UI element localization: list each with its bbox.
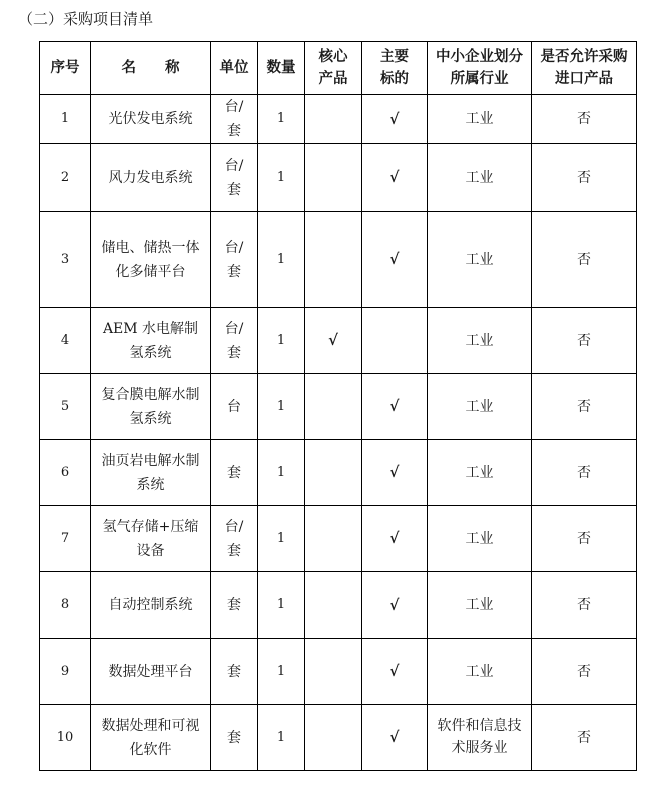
cell-seq: 10 (40, 705, 91, 771)
table-row (40, 440, 637, 506)
cell-main (362, 572, 428, 639)
cell-seq: 8 (40, 572, 91, 639)
cell-industry: 工业 (428, 506, 532, 572)
table-row (40, 308, 637, 374)
cell-industry: 工业 (428, 95, 532, 144)
cell-core (305, 95, 362, 144)
table-row (40, 144, 637, 212)
cell-import: 否 (532, 144, 637, 212)
cell-unit: 套 (211, 440, 258, 506)
table-row (40, 374, 637, 440)
cell-qty: 1 (258, 639, 305, 705)
header-seq: 序号 (40, 42, 91, 95)
cell-seq: 3 (40, 212, 91, 308)
cell-seq: 4 (40, 308, 91, 374)
cell-seq: 6 (40, 440, 91, 506)
cell-industry: 软件和信息技术服务业 (428, 705, 532, 771)
cell-name: 复合膜电解水制氢系统 (91, 374, 211, 440)
cell-main (362, 705, 428, 771)
table-row (40, 506, 637, 572)
check-mark-icon: √ (389, 529, 400, 547)
header-import: 是否允许采购进口产品 (532, 42, 637, 95)
cell-unit: 台/套 (211, 212, 258, 308)
cell-seq: 5 (40, 374, 91, 440)
table-row (40, 639, 637, 705)
cell-name: 油页岩电解水制系统 (91, 440, 211, 506)
header-industry: 中小企业划分所属行业 (428, 42, 532, 95)
cell-seq: 2 (40, 144, 91, 212)
table-row (40, 572, 637, 639)
table-row (40, 95, 637, 144)
table-header-row (40, 42, 637, 95)
cell-seq: 1 (40, 95, 91, 144)
cell-unit: 台/套 (211, 95, 258, 144)
cell-qty: 1 (258, 95, 305, 144)
cell-unit: 套 (211, 639, 258, 705)
cell-name: 自动控制系统 (91, 572, 211, 639)
cell-qty: 1 (258, 144, 305, 212)
cell-industry: 工业 (428, 212, 532, 308)
cell-industry: 工业 (428, 308, 532, 374)
cell-name: 光伏发电系统 (91, 95, 211, 144)
cell-industry: 工业 (428, 440, 532, 506)
cell-unit: 台/套 (211, 308, 258, 374)
cell-qty: 1 (258, 308, 305, 374)
table-row (40, 705, 637, 771)
cell-industry: 工业 (428, 144, 532, 212)
cell-import: 否 (532, 506, 637, 572)
check-mark-icon: √ (328, 331, 338, 349)
check-mark-icon: √ (389, 109, 400, 128)
cell-core (305, 144, 362, 212)
check-mark-icon: √ (389, 463, 400, 481)
cell-main (362, 639, 428, 705)
cell-qty: 1 (258, 374, 305, 440)
cell-import: 否 (532, 705, 637, 771)
cell-main (362, 144, 428, 212)
header-unit: 单位 (211, 42, 258, 95)
cell-qty: 1 (258, 212, 305, 308)
cell-import: 否 (532, 639, 637, 705)
cell-import: 否 (532, 572, 637, 639)
cell-qty: 1 (258, 572, 305, 639)
cell-core (305, 639, 362, 705)
check-mark-icon: √ (389, 728, 400, 746)
cell-core (305, 506, 362, 572)
check-mark-icon: √ (389, 168, 400, 186)
cell-core (305, 308, 362, 374)
cell-unit: 套 (211, 705, 258, 771)
section-title: （二）采购项目清单 (18, 10, 154, 28)
cell-unit: 台 (211, 374, 258, 440)
cell-main (362, 374, 428, 440)
cell-import: 否 (532, 374, 637, 440)
cell-core (305, 705, 362, 771)
cell-industry: 工业 (428, 374, 532, 440)
procurement-table (39, 41, 637, 771)
cell-name: 数据处理平台 (91, 639, 211, 705)
cell-main (362, 308, 428, 374)
cell-core (305, 374, 362, 440)
cell-name: 氢气存储+压缩设备 (91, 506, 211, 572)
cell-unit: 台/套 (211, 506, 258, 572)
check-mark-icon: √ (389, 595, 400, 614)
cell-import: 否 (532, 440, 637, 506)
cell-import: 否 (532, 212, 637, 308)
check-mark-icon: √ (389, 250, 400, 268)
cell-core (305, 440, 362, 506)
table-row (40, 212, 637, 308)
cell-core (305, 572, 362, 639)
header-qty: 数量 (258, 42, 305, 95)
cell-seq: 9 (40, 639, 91, 705)
cell-name: 储电、储热一体化多储平台 (91, 212, 211, 308)
cell-main (362, 440, 428, 506)
check-mark-icon: √ (389, 662, 400, 680)
cell-industry: 工业 (428, 639, 532, 705)
cell-qty: 1 (258, 506, 305, 572)
cell-unit: 套 (211, 572, 258, 639)
cell-name: AEM 水电解制氢系统 (91, 308, 211, 374)
cell-import: 否 (532, 308, 637, 374)
cell-main (362, 95, 428, 144)
header-core: 核心产品 (305, 42, 362, 95)
cell-name: 风力发电系统 (91, 144, 211, 212)
cell-main (362, 506, 428, 572)
cell-name: 数据处理和可视化软件 (91, 705, 211, 771)
cell-main (362, 212, 428, 308)
cell-industry: 工业 (428, 572, 532, 639)
header-name: 名 称 (91, 42, 211, 95)
header-main: 主要标的 (362, 42, 428, 95)
cell-seq: 7 (40, 506, 91, 572)
cell-unit: 台/套 (211, 144, 258, 212)
cell-import: 否 (532, 95, 637, 144)
cell-qty: 1 (258, 705, 305, 771)
check-mark-icon: √ (389, 397, 400, 415)
cell-qty: 1 (258, 440, 305, 506)
cell-core (305, 212, 362, 308)
